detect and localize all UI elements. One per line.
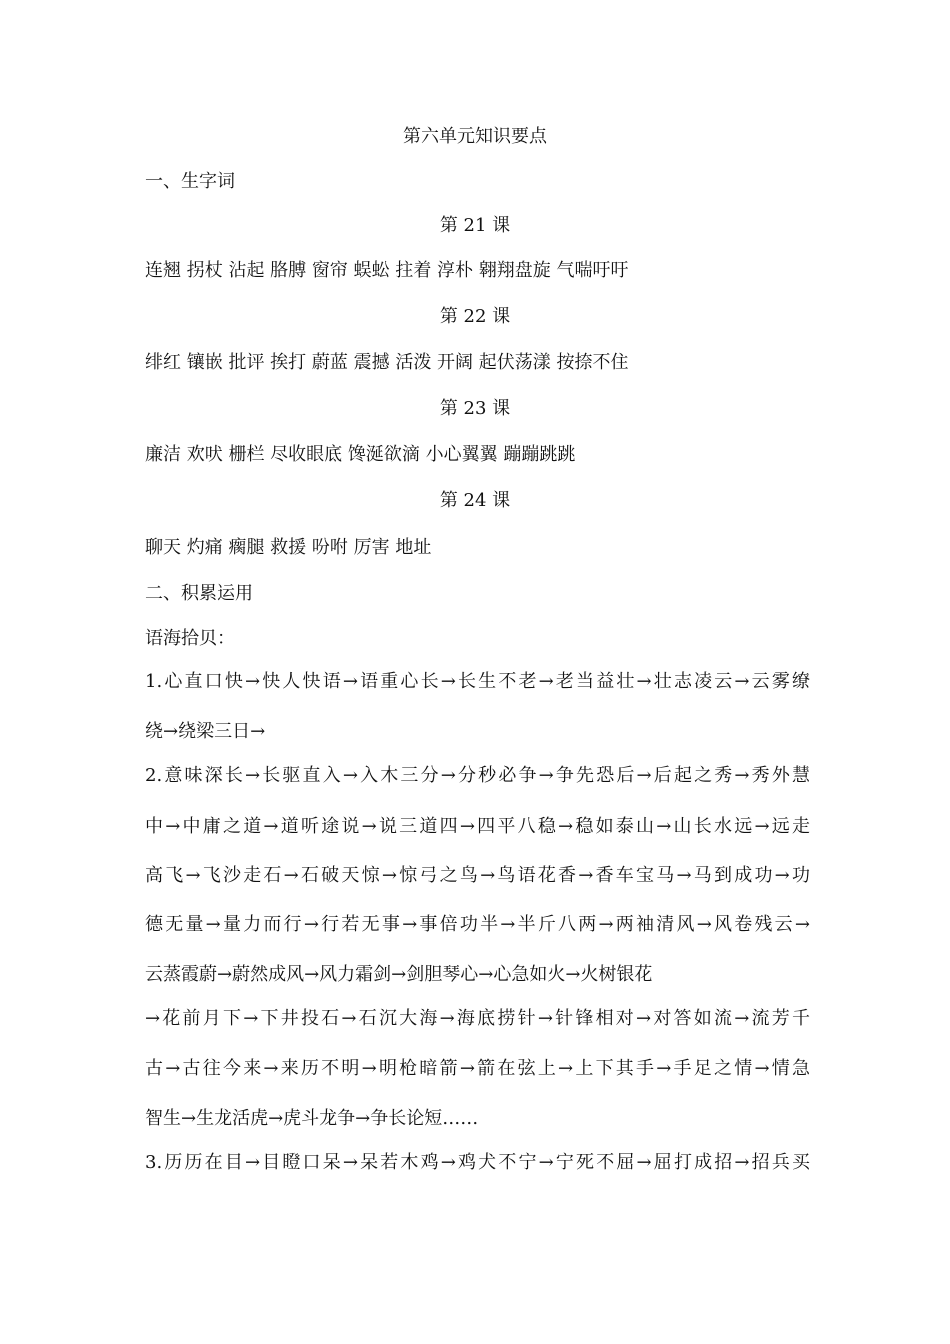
idiom-chain-line: 云蒸霞蔚→蔚然成风→风力霜剑→剑胆琴心→心急如火→火树银花 xyxy=(145,964,653,985)
lesson-21-words: 连翘 拐杖 沾起 胳膊 窗帘 蜈蚣 拄着 淳朴 翱翔盘旋 气喘吁吁 xyxy=(145,260,629,281)
lesson-24-words: 聊天 灼痛 瘸腿 救援 吩咐 厉害 地址 xyxy=(145,537,432,558)
lesson-21-label: 第 21 课 xyxy=(439,215,511,236)
lesson-24-label: 第 24 课 xyxy=(439,490,511,511)
lesson-23-label: 第 23 课 xyxy=(439,398,511,419)
idiom-chain-line: 1.心直口快→快人快语→语重心长→长生不老→老当益壮→壮志凌云→云雾缭 xyxy=(145,671,810,692)
subheading-yuhai: 语海拾贝： xyxy=(145,628,235,649)
idiom-chain-line: 3.历历在目→目瞪口呆→呆若木鸡→鸡犬不宁→宁死不屈→屈打成招→招兵买 xyxy=(145,1152,810,1173)
idiom-chain-line: 高飞→飞沙走石→石破天惊→惊弓之鸟→鸟语花香→香车宝马→马到成功→功 xyxy=(145,865,810,886)
idiom-chain-line: →花前月下→下井投石→石沉大海→海底捞针→针锋相对→对答如流→流芳千 xyxy=(145,1008,810,1029)
section-heading-accumulation: 二、积累运用 xyxy=(145,583,253,604)
document-title: 第六单元知识要点 xyxy=(403,126,547,147)
idiom-chain-line: 德无量→量力而行→行若无事→事倍功半→半斤八两→两袖清风→风卷残云→ xyxy=(145,914,810,935)
idiom-chain-line: 智生→生龙活虎→虎斗龙争→争长论短…… xyxy=(145,1108,479,1129)
idiom-chain-line: 绕→绕梁三日→ xyxy=(145,721,266,742)
lesson-22-label: 第 22 课 xyxy=(439,306,511,327)
idiom-chain-line: 古→古往今来→来历不明→明枪暗箭→箭在弦上→上下其手→手足之情→情急 xyxy=(145,1058,810,1079)
idiom-chain-line: 中→中庸之道→道听途说→说三道四→四平八稳→稳如泰山→山长水远→远走 xyxy=(145,816,810,837)
idiom-chain-line: 2.意味深长→长驱直入→入木三分→分秒必争→争先恐后→后起之秀→秀外慧 xyxy=(145,765,810,786)
lesson-22-words: 绯红 镶嵌 批评 挨打 蔚蓝 震撼 活泼 开阔 起伏荡漾 按捺不住 xyxy=(145,352,629,373)
lesson-23-words: 廉洁 欢吠 栅栏 尽收眼底 馋涎欲滴 小心翼翼 蹦蹦跳跳 xyxy=(145,444,576,465)
section-heading-vocabulary: 一、生字词 xyxy=(145,171,235,192)
